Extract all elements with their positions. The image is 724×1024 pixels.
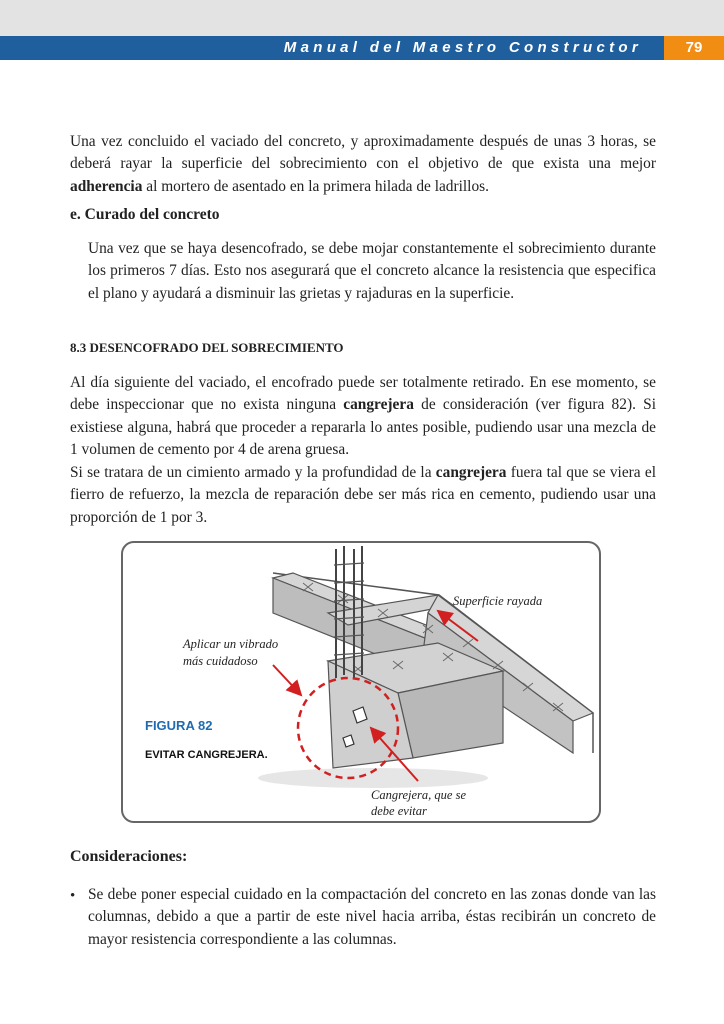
label-superficie-rayada: Superficie rayada <box>453 594 543 608</box>
label-vibrado-line1: Aplicar un vibrado <box>183 637 279 651</box>
foundation-illustration <box>123 543 601 823</box>
header-bar <box>0 36 664 60</box>
page-number: 79 <box>685 39 703 56</box>
bold-term: cangrejera <box>343 396 414 414</box>
bold-term: cangrejera <box>435 464 507 481</box>
section-heading: 8.3 DESENCOFRADO DEL SOBRECIMIENTO <box>70 340 344 355</box>
label-cangrejera-line2: debe evitar <box>371 804 427 818</box>
bold-term: adherencia <box>70 177 143 195</box>
figure-82 <box>121 541 601 823</box>
label-cangrejera-line1: Cangrejera, que se <box>371 788 467 802</box>
desencofrado-paragraph-1: Al día siguiente del vaciado, el encofrado puede ser totalmente retirado. En ese momento, se debe inspeccionar que no exista ninguna cangrejera de consideración (ver figura 82). Si existiese alguna, habrá que proceder a repararla lo antes posible, pudiendo usar una mezcla de 1 volumen de cemento por 4 de arena gruesa. <box>70 374 656 458</box>
top-band <box>0 0 724 36</box>
consideraciones-item-1: Se debe poner especial cuidado en la compactación del concreto en las zonas donde van las columnas, debido a que a partir de este nivel hacia arriba, éstas recibirán un concreto de mayor resistencia correspondiente a las columnas. <box>88 886 656 948</box>
page-number-box <box>664 36 724 60</box>
figure-title: FIGURA 82 <box>145 718 213 733</box>
running-title: Manual del Maestro Constructor <box>283 39 642 56</box>
subheading-curado: e. Curado del concreto <box>70 206 220 223</box>
curado-paragraph: Una vez que se haya desencofrado, se debe mojar constantemente el sobrecimiento durante los primeros 7 días. Esto nos asegurará que el concreto alcance la resistencia que especifica el plano y ayudará a disminuir las grietas y rajaduras en la superficie. <box>88 240 656 302</box>
bullet-marker: • <box>70 888 76 904</box>
consideraciones-heading: Consideraciones: <box>70 848 188 865</box>
intro-paragraph: Una vez concluido el vaciado del concreto, y aproximadamente después de unas 3 horas, se deberá rayar la superficie del sobrecimiento con el objetivo de que exista una mejor adherencia al mortero de asentado en la primera hilada de ladrillos. <box>70 133 656 195</box>
figure-caption: EVITAR CANGREJERA. <box>145 749 268 761</box>
desencofrado-paragraph-2: Si se tratara de un cimiento armado y la profundidad de la cangrejera fuera tal que se viera el fierro de refuerzo, la mezcla de reparación debe ser más rica en cemento, pudiendo usar una proporción de 1 por 3. <box>70 464 656 526</box>
label-vibrado-line2: más cuidadoso <box>183 654 258 668</box>
